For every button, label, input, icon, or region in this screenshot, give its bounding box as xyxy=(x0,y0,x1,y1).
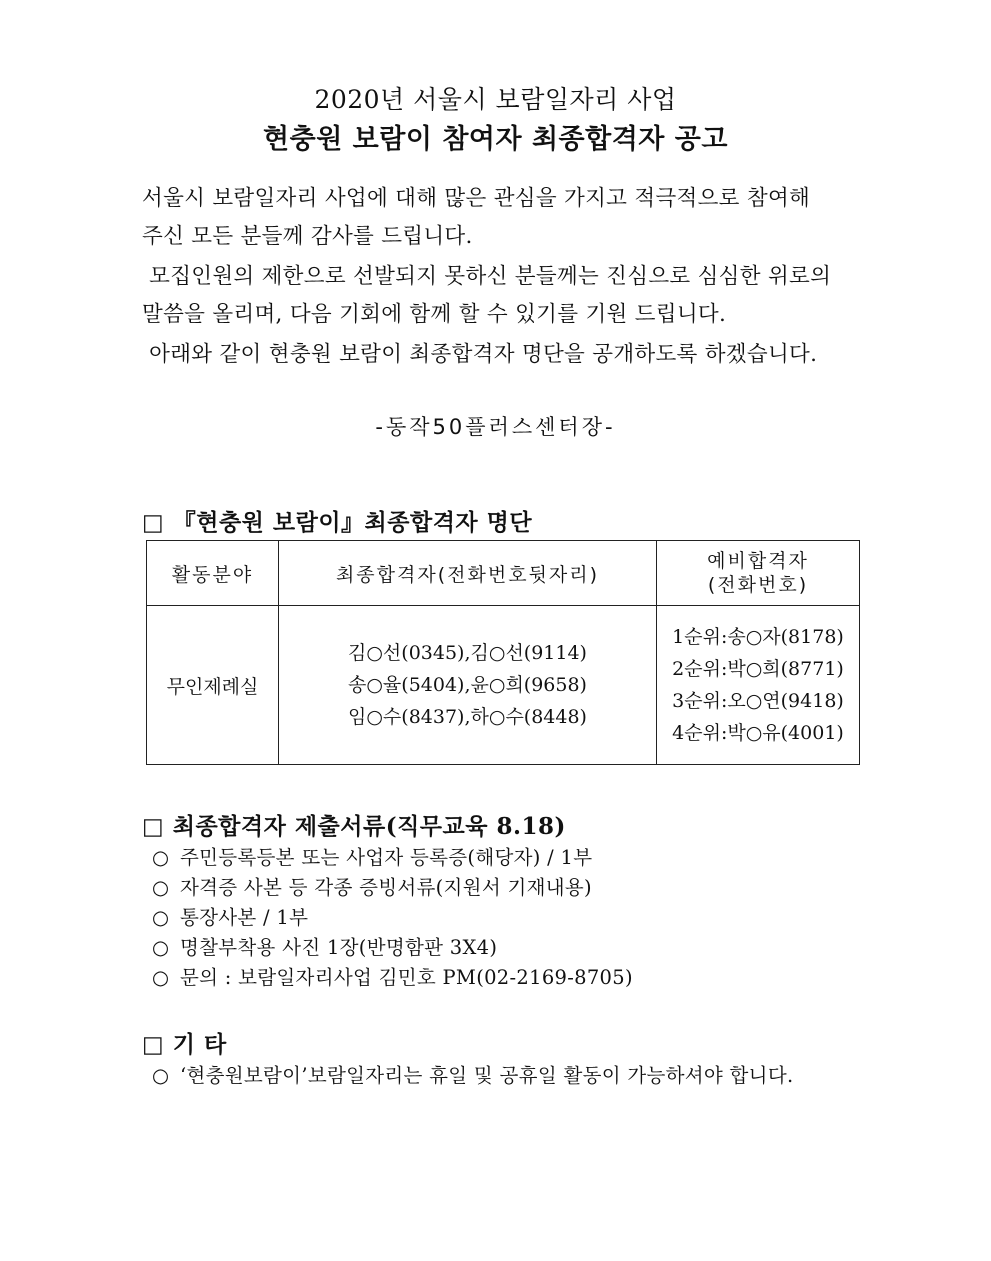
intro-line: 모집인원의 제한으로 선발되지 못하신 분들께는 진심으로 심심한 위로의 xyxy=(142,264,832,289)
header-field: 활동분야 xyxy=(147,541,279,606)
intro-paragraph xyxy=(142,180,872,374)
intro-line: 주신 모든 분들께 감사를 드립니다. xyxy=(142,224,473,249)
table-header-row xyxy=(147,541,860,606)
other-list xyxy=(152,1061,793,1091)
reserve-line: 3순위:오○연(9418) xyxy=(672,690,844,712)
finalist-line: 송○율(5404),윤○희(9658) xyxy=(348,674,587,696)
header-finalists: 최종합격자(전화번호뒷자리) xyxy=(279,541,657,606)
list-item: ○ ‘현충원보람이’보람일자리는 휴일 및 공휴일 활동이 가능하셔야 합니다. xyxy=(152,1061,793,1091)
circle-bullet-icon: ○ xyxy=(152,846,170,869)
document-title: 2020년 서울시 보람일자리 사업 xyxy=(314,85,677,114)
signature: -동작50플러스센터장- xyxy=(375,415,616,439)
header-reserve-line2: (전화번호) xyxy=(707,574,809,596)
section-heading-documents: □ 최종합격자 제출서류(직무교육 8.18) xyxy=(142,813,566,840)
circle-bullet-icon: ○ xyxy=(152,906,170,929)
cell-field: 무인제례실 xyxy=(147,606,279,765)
circle-bullet-icon: ○ xyxy=(152,876,170,899)
list-item: ○ 통장사본 / 1부 xyxy=(152,903,633,933)
section-heading-other: □ 기 타 xyxy=(142,1031,227,1058)
reserve-line: 2순위:박○희(8771) xyxy=(672,658,844,680)
list-item: ○ 문의 : 보람일자리사업 김민호 PM(02-2169-8705) xyxy=(152,963,633,993)
cell-finalists xyxy=(279,606,657,765)
cell-reserve xyxy=(657,606,860,765)
intro-line: 서울시 보람일자리 사업에 대해 많은 관심을 가지고 적극적으로 참여해 xyxy=(142,186,811,211)
section-heading-roster: □ 『현충원 보람이』최종합격자 명단 xyxy=(142,509,533,536)
intro-line: 아래와 같이 현충원 보람이 최종합격자 명단을 공개하도록 하겠습니다. xyxy=(142,342,818,367)
intro-line: 말씀을 올리며, 다음 기회에 함께 할 수 있기를 기원 드립니다. xyxy=(142,302,727,327)
roster-table xyxy=(146,540,860,765)
document-subtitle: 현충원 보람이 참여자 최종합격자 공고 xyxy=(263,124,728,155)
list-item: ○ 주민등록등본 또는 사업자 등록증(해당자) / 1부 xyxy=(152,843,633,873)
circle-bullet-icon: ○ xyxy=(152,936,170,959)
documents-list xyxy=(152,843,633,993)
header-reserve-line1: 예비합격자 xyxy=(707,550,809,572)
table-row xyxy=(147,606,860,765)
list-item: ○ 명찰부착용 사진 1장(반명함판 3X4) xyxy=(152,933,633,963)
finalist-line: 김○선(0345),김○선(9114) xyxy=(348,642,587,664)
reserve-line: 4순위:박○유(4001) xyxy=(672,722,844,744)
header-reserve xyxy=(657,541,860,606)
list-item: ○ 자격증 사본 등 각종 증빙서류(지원서 기재내용) xyxy=(152,873,633,903)
reserve-line: 1순위:송○자(8178) xyxy=(672,626,844,648)
finalist-line: 임○수(8437),하○수(8448) xyxy=(348,706,587,728)
circle-bullet-icon: ○ xyxy=(152,1064,170,1087)
circle-bullet-icon: ○ xyxy=(152,966,170,989)
